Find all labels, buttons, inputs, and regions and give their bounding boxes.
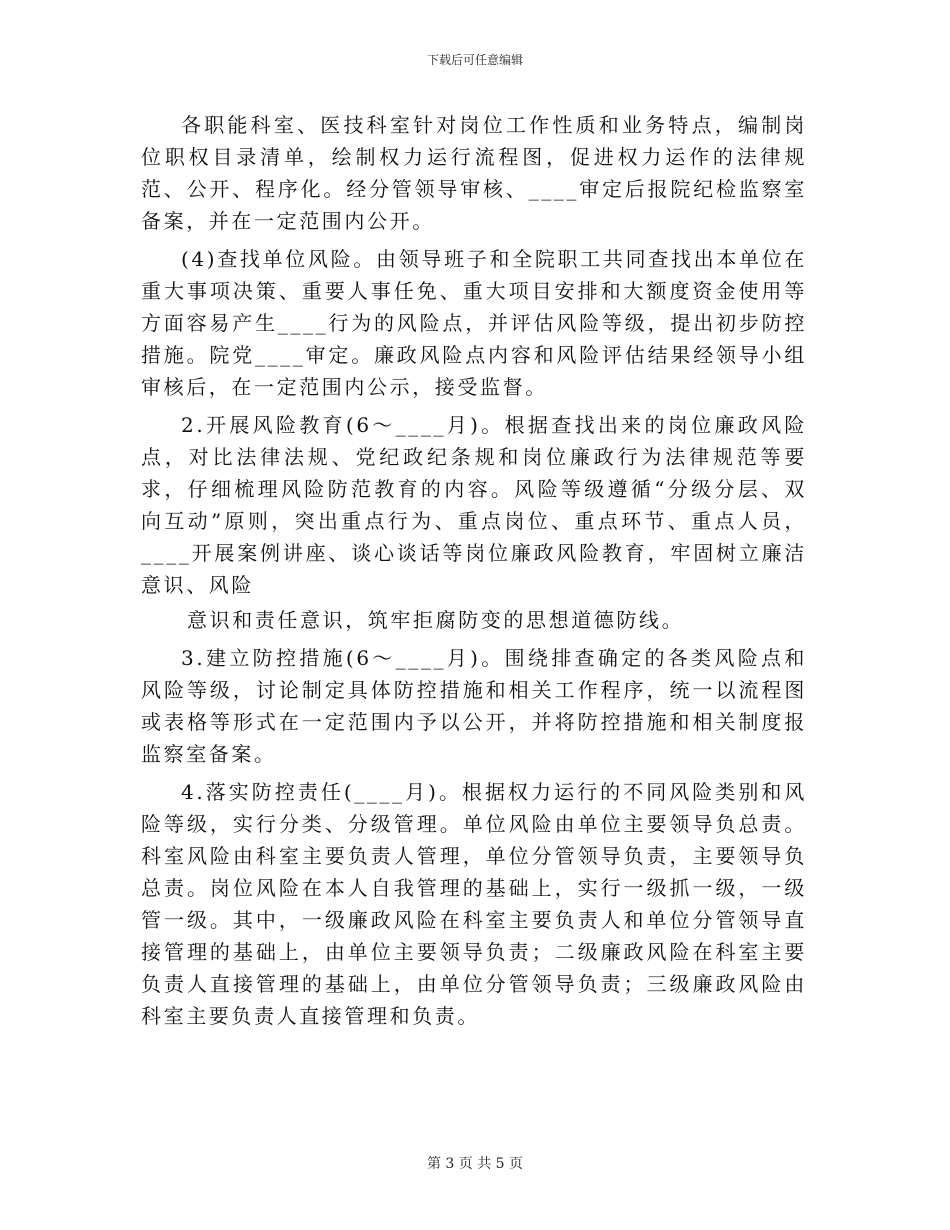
paragraph-unit-risk: (4)查找单位风险。由领导班子和全院职工共同查找出本单位在重大事项决策、重要人事任免、重大项目安排和大额度资金使用等方面容易产生____行为的风险点，并评估风险等级，提出初步防控措施。院党____审定。廉政风险点内容和风险评估结果经领导小组审核后，在一定范围内公示，接受监督。 xyxy=(141,247,807,399)
paragraph-control-measures: 3.建立防控措施(6～____月)。围绕排查确定的各类风险点和风险等级，讨论制定具体防控措施和相关工作程序，统一以流程图或表格等形式在一定范围内予以公开，并将防控措施和相关制度报监察室备案。 xyxy=(141,646,807,766)
page-number: 第 3 页 共 5 页 xyxy=(426,1156,524,1172)
paragraph-risk-education-continued: 意识和责任意识，筑牢拒腐防变的思想道德防线。 xyxy=(187,608,685,632)
paragraph-post-authority-list: 各职能科室、医技科室针对岗位工作性质和业务特点，编制岗位职权目录清单，绘制权力运行流程图，促进权力运作的法律规范、公开、程序化。经分管领导审核、____审定后报院纪检监察室备案，并在一定范围内公开。 xyxy=(141,113,807,233)
paragraph-risk-education: 2.开展风险教育(6～____月)。根据查找出来的岗位廉政风险点，对比法律法规、党纪政纪条规和岗位廉政行为法律规范等要求，仔细梳理风险防范教育的内容。风险等级遵循“分级分层、双向互动”原则，突出重点行为、重点岗位、重点环节、重点人员，____开展案例讲座、谈心谈话等岗位廉政风险教育，牢固树立廉洁意识、风险 xyxy=(141,413,807,597)
document-body xyxy=(141,109,807,1032)
paragraph-control-responsibility: 4.落实防控责任(____月)。根据权力运行的不同风险类别和风险等级，实行分类、分级管理。单位风险由单位主要领导负总责。科室风险由科室主要负责人管理，单位分管领导负责，主要领导负总责。岗位风险在本人自我管理的基础上，实行一级抓一级，一级管一级。其中，一级廉政风险在科室主要负责人和单位分管领导直接管理的基础上，由单位主要领导负责；二级廉政风险在科室主要负责人直接管理的基础上，由单位分管领导负责；三级廉政风险由科室主要负责人直接管理和负责。 xyxy=(141,780,807,1028)
page-header: 下载后可任意编辑 xyxy=(426,53,523,67)
